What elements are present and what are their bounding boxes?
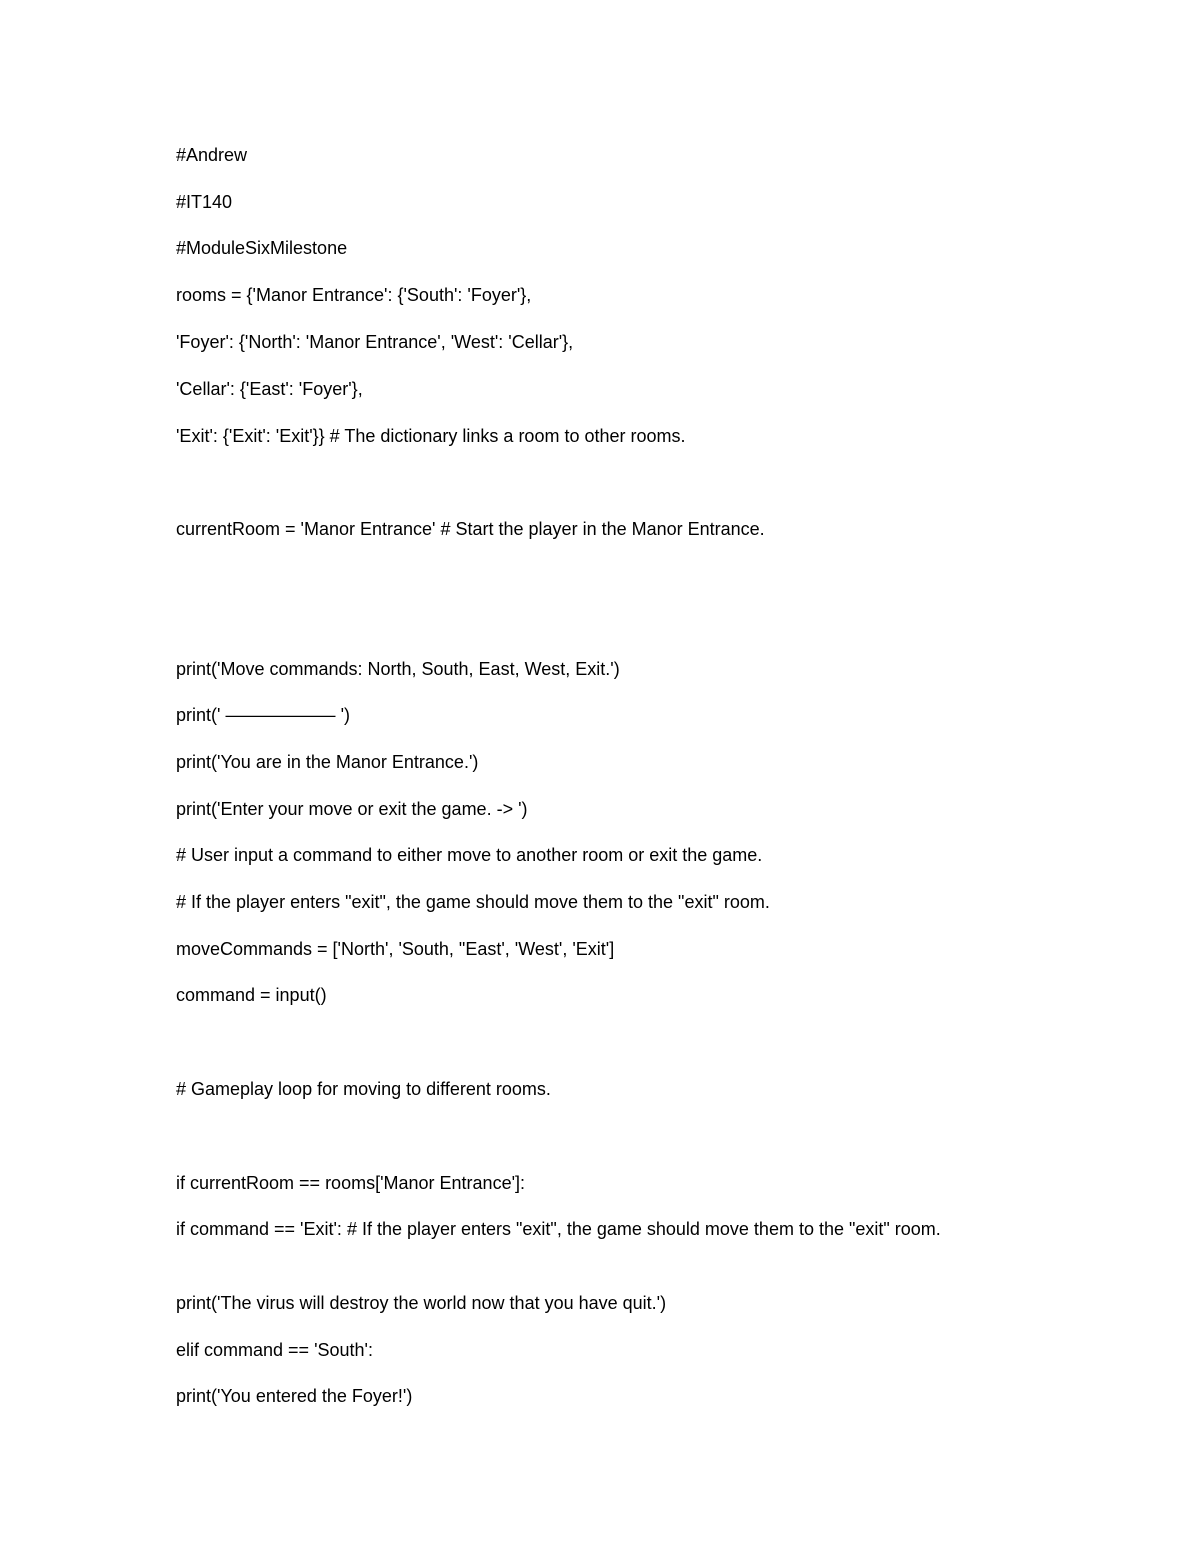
code-line: print(' ––––––––––– ') [176, 705, 350, 725]
code-line: # User input a command to either move to another room or exit the game. [176, 845, 763, 865]
code-line: print('The virus will destroy the world now that you have quit.') [176, 1293, 667, 1313]
code-line: #ModuleSixMilestone [176, 238, 348, 258]
code-line: print('Move commands: North, South, East, West, Exit.') [176, 659, 620, 679]
code-line: if command == 'Exit': # If the player enters "exit", the game should move them to the "exit" room. [176, 1219, 941, 1239]
code-line: currentRoom = 'Manor Entrance' # Start the player in the Manor Entrance. [176, 519, 765, 539]
code-line: print('Enter your move or exit the game. -> ') [176, 799, 528, 819]
code-line: rooms = {'Manor Entrance': {'South': 'Foyer'}, [176, 285, 532, 305]
code-line: moveCommands = ['North', 'South, "East', 'West', 'Exit'] [176, 939, 615, 959]
code-line: elif command == 'South': [176, 1340, 373, 1360]
code-line: print('You entered the Foyer!') [176, 1386, 413, 1406]
code-line: print('You are in the Manor Entrance.') [176, 752, 479, 772]
code-line: command = input() [176, 985, 327, 1005]
code-line: 'Exit': {'Exit': 'Exit'}} # The dictionary links a room to other rooms. [176, 426, 686, 446]
code-line: #IT140 [176, 192, 233, 212]
code-line: 'Foyer': {'North': 'Manor Entrance', 'West': 'Cellar'}, [176, 332, 574, 352]
code-line: 'Cellar': {'East': 'Foyer'}, [176, 379, 363, 399]
code-line: # Gameplay loop for moving to different rooms. [176, 1079, 551, 1099]
code-line: # If the player enters "exit", the game should move them to the "exit" room. [176, 892, 770, 912]
code-line: #Andrew [176, 145, 248, 165]
code-line: if currentRoom == rooms['Manor Entrance']: [176, 1173, 526, 1193]
